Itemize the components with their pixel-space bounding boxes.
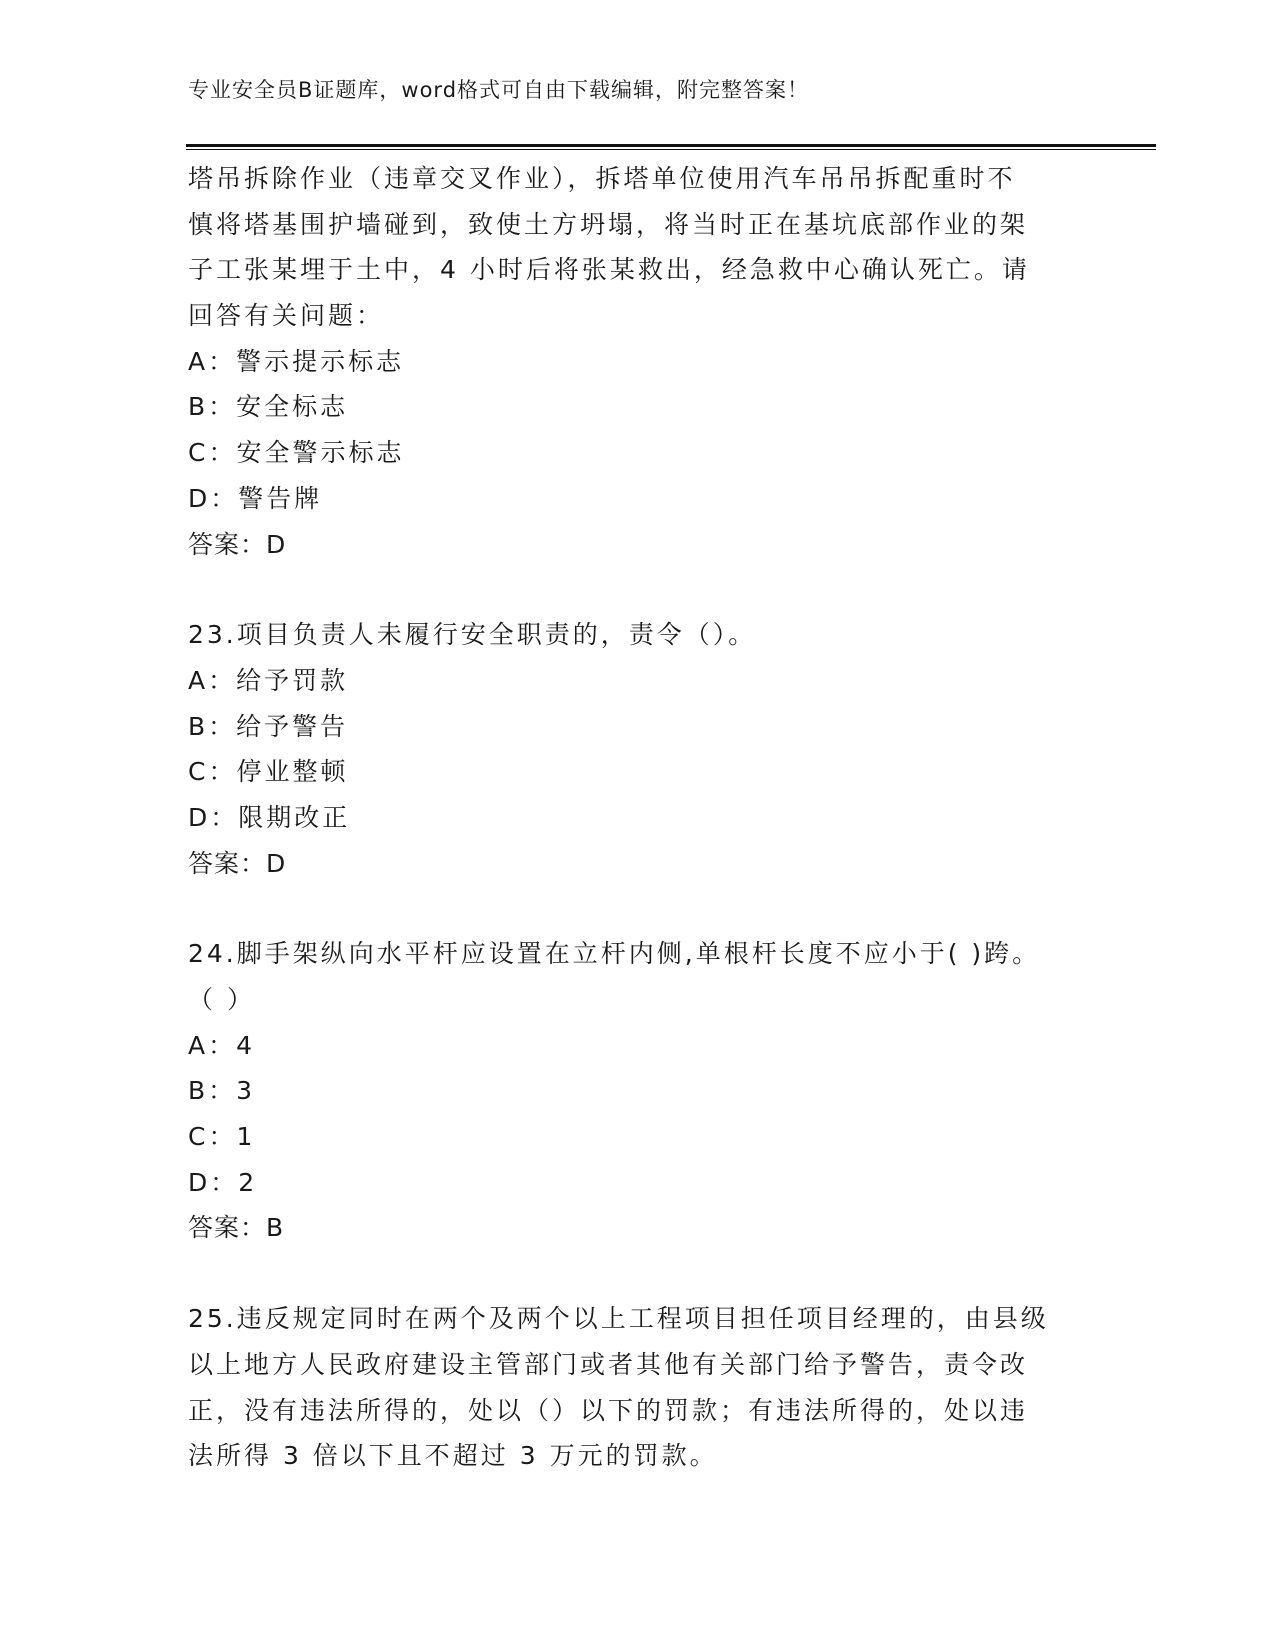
page-header: 专业安全员B证题库，word格式可自由下载编辑，附完整答案！ — [188, 78, 810, 102]
question-stem-line: 以上地方人民政府建设主管部门或者其他有关部门给予警告，责令改 — [188, 1349, 1029, 1379]
option-c: C：1 — [188, 1122, 256, 1152]
question-stem-line: 慎将塔基围护墙碰到，致使土方坍塌，将当时正在基坑底部作业的架 — [188, 209, 1029, 239]
question-stem-line: 23.项目负责人未履行安全职责的，责令（）。 — [188, 620, 757, 650]
question-23 — [188, 612, 1088, 886]
question-stem-line: 回答有关问题： — [188, 301, 385, 331]
question-25 — [188, 1296, 1088, 1479]
option-b: B：给予警告 — [188, 711, 349, 741]
header-divider — [186, 144, 1156, 147]
answer-line: 答案：D — [188, 529, 287, 559]
question-22 — [188, 156, 1088, 567]
question-list — [188, 156, 1088, 1479]
answer-line: 答案：D — [188, 848, 287, 878]
question-stem-line: （ ） — [188, 985, 255, 1014]
option-b: B：安全标志 — [188, 392, 349, 422]
answer-line: 答案：B — [188, 1213, 285, 1243]
question-24 — [188, 931, 1088, 1251]
option-c: C：停业整顿 — [188, 757, 349, 787]
option-a: A：警示提示标志 — [188, 346, 405, 376]
option-d: D：警告牌 — [188, 483, 323, 513]
question-stem-line: 塔吊拆除作业（违章交叉作业），拆塔单位使用汽车吊吊拆配重时不 — [188, 164, 1016, 193]
option-b: B：3 — [188, 1076, 256, 1106]
option-c: C：安全警示标志 — [188, 438, 405, 468]
question-stem-line: 子工张某埋于土中，4 小时后将张某救出，经急救中心确认死亡。请 — [188, 255, 1030, 285]
option-d: D：限期改正 — [188, 802, 351, 832]
question-stem-line: 25.违反规定同时在两个及两个以上工程项目担任项目经理的，由县级 — [188, 1304, 1049, 1334]
option-a: A：给予罚款 — [188, 665, 349, 695]
question-stem-line: 正，没有违法所得的，处以（）以下的罚款；有违法所得的，处以违 — [188, 1395, 1029, 1425]
option-a: A：4 — [188, 1030, 256, 1060]
question-stem-line: 24.脚手架纵向水平杆应设置在立杆内侧,单根杆长度不应小于( )跨。 — [188, 939, 1041, 969]
option-d: D：2 — [188, 1167, 258, 1197]
question-stem-line: 法所得 3 倍以下且不超过 3 万元的罚款。 — [188, 1441, 718, 1471]
